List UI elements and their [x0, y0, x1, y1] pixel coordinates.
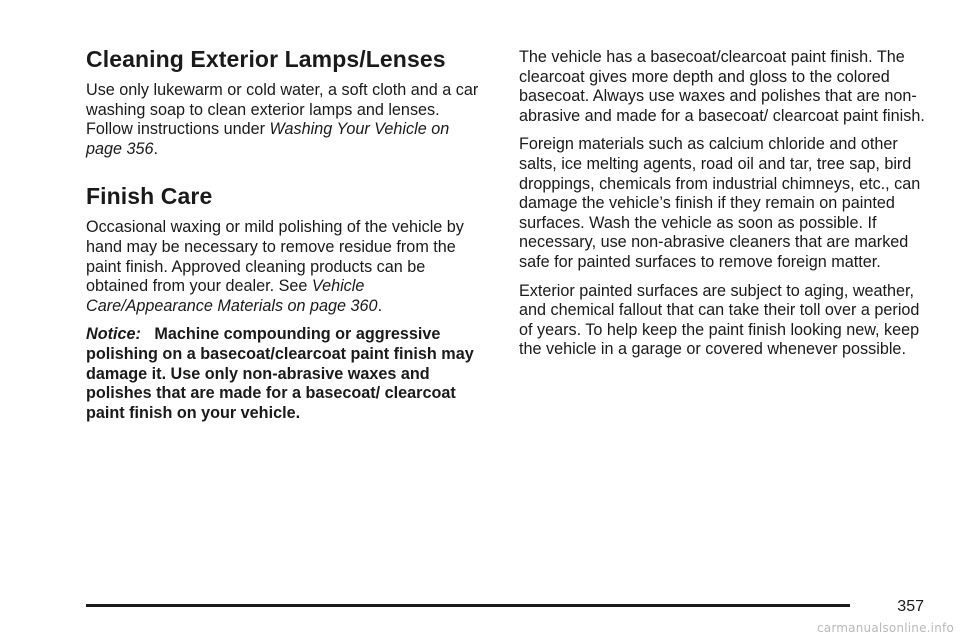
- cleaning-lamps-text: Use only lukewarm or cold water, a soft cloth and a car washing soap to clean exterior lamps and lenses. Follow instructions under: [86, 81, 479, 139]
- section-heading-finish-care: Finish Care: [86, 183, 213, 210]
- left-column: [86, 44, 488, 423]
- page-number: 357: [897, 598, 924, 615]
- foreign-materials-paragraph: Foreign materials such as calcium chloride and other salts, ice melting agents, road oil and tar, tree sap, bird droppings, chemicals from industrial chimneys, etc., can damage the vehicle’s finish if they remain on painted surfaces. Wash the vehicle as soon as possible. If necessary, use non-abrasive cleaners that are marked safe for painted surfaces to remove foreign matter.: [519, 135, 921, 271]
- notice-text: Machine compounding or aggressive polishing on a basecoat/clearcoat paint finish may damage it. Use only non-abrasive waxes and polishes that are made for a basecoat/ clearcoat paint finish on your vehicle.: [86, 325, 474, 422]
- section-heading-cleaning-lamps: Cleaning Exterior Lamps/Lenses: [86, 46, 446, 72]
- notice-label: Notice:: [86, 325, 141, 344]
- basecoat-paragraph: The vehicle has a basecoat/clearcoat paint finish. The clearcoat gives more depth and gloss to the colored basecoat. Always use waxes and polishes that are non-abrasive and made for a basecoat/ clearcoat paint finish.: [519, 48, 925, 125]
- right-column: [519, 48, 929, 360]
- cleaning-lamps-end: .: [153, 139, 159, 158]
- cleaning-lamps-paragraph: [86, 81, 488, 159]
- washing-vehicle-reference: Washing Your Vehicle on page 356: [86, 120, 450, 158]
- finish-care-paragraph: [86, 218, 488, 316]
- notice-paragraph: [86, 325, 488, 423]
- finish-care-text: Occasional waxing or mild polishing of the vehicle by hand may be necessary to remove residue from the paint finish. Approved cleaning products can be obtained from your dealer. See: [86, 218, 464, 296]
- finish-care-end: .: [377, 296, 383, 315]
- watermark-text: carmanualsonline.info: [817, 621, 954, 635]
- exterior-aging-paragraph: Exterior painted surfaces are subject to aging, weather, and chemical fallout that can take their toll over a period of years. To help keep the paint finish looking new, keep the vehicle in a garage or covered whenever possible.: [519, 281, 920, 359]
- appearance-materials-reference: Vehicle Care/Appearance Materials on page 360: [86, 277, 378, 315]
- footer-rule: [86, 604, 850, 607]
